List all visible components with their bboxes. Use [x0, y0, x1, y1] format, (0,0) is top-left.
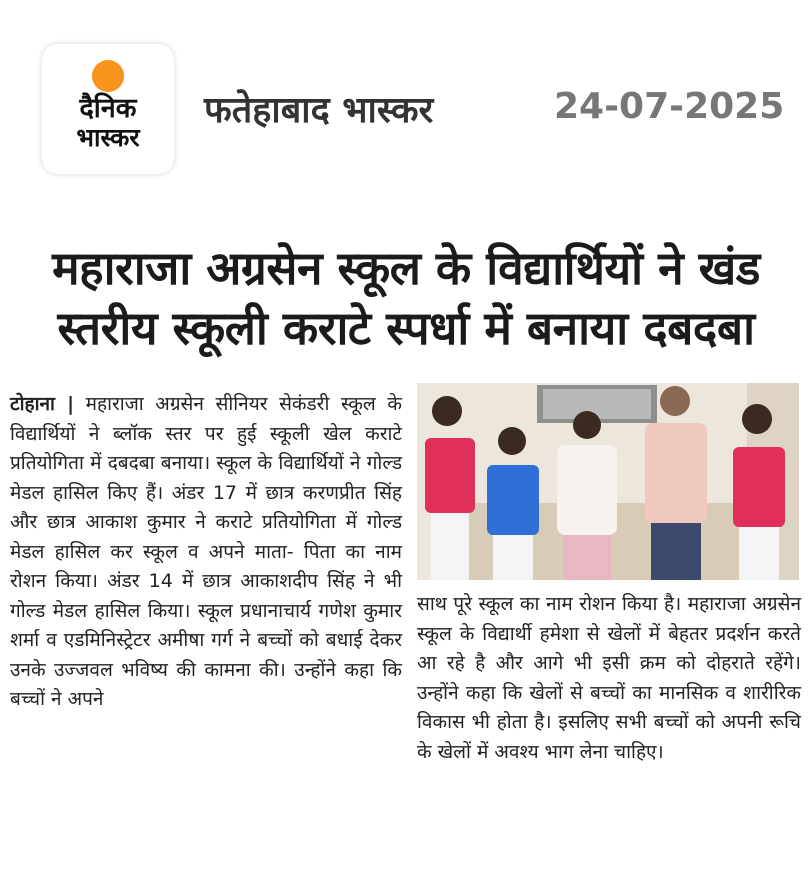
dainik-bhaskar-logo [42, 44, 174, 174]
headline-line-1: महाराजा अग्रसेन स्कूल के विद्यार्थियों ने खंड [52, 241, 760, 295]
article-photo [417, 383, 799, 580]
dateline: टोहाना | [10, 393, 75, 415]
award-ceremony-photo [417, 383, 799, 580]
publication-date: 24-07-2025 [554, 86, 785, 127]
article-paragraph-left [10, 390, 402, 715]
masthead [0, 0, 811, 200]
logo-text-dainik: दैनिक [79, 93, 137, 124]
logo-sun-icon [92, 60, 124, 92]
logo-text-bhaskar: भास्कर [76, 123, 140, 152]
article-text-right: साथ पूरे स्कूल का नाम रोशन किया है। महाराजा अग्रसेन स्कूल के विद्यार्थी हमेशा से खेलों में बेहतर प्रदर्शन करते आ रहे है और आगे भी इसी क्रम को दोहराते रहेंगे। उन्होंने कहा कि खेलों से बच्चों का मानसिक व शारीरिक विकास भी होता है। इसलिए सभी बच्चों को अपनी रूचि के खेलों में अवश्य भाग लेना चाहिए। [417, 593, 801, 763]
article-headline [10, 238, 802, 358]
article-column-left [10, 390, 402, 715]
edition-name: फतेहाबाद भास्कर [204, 90, 434, 131]
article-text-left: महाराजा अग्रसेन सीनियर सेकंडरी स्कूल के विद्यार्थियों ने ब्लॉक स्तर पर हुई स्कूली खेल कराटे प्रतियोगिता में दबदबा बनाया। स्कूल के विद्यार्थियों ने गोल्ड मेडल हासिल किए हैं। अंडर 17 में छात्र करणप्रीत सिंह और छात्र आकाश कुमार ने कराटे प्रतियोगिता में गोल्ड मेडल हासिल कर स्कूल व अपने माता- पिता का नाम रोशन किया। अंडर 14 में छात्र आकाशदीप सिंह ने भी गोल्ड मेडल हासिल किया। स्कूल प्रधानाचार्य गणेश कुमार शर्मा व एडमिनिस्ट्रेटर अमीषा गर्ग ने बच्चों को बधाई देकर उनके उज्जवल भविष्य की कामना की। उन्होंने कहा कि बच्चों ने अपने [10, 393, 402, 710]
article-column-right [417, 590, 801, 767]
headline-line-2: स्तरीय स्कूली कराटे स्पर्धा में बनाया दबदबा [57, 301, 755, 355]
